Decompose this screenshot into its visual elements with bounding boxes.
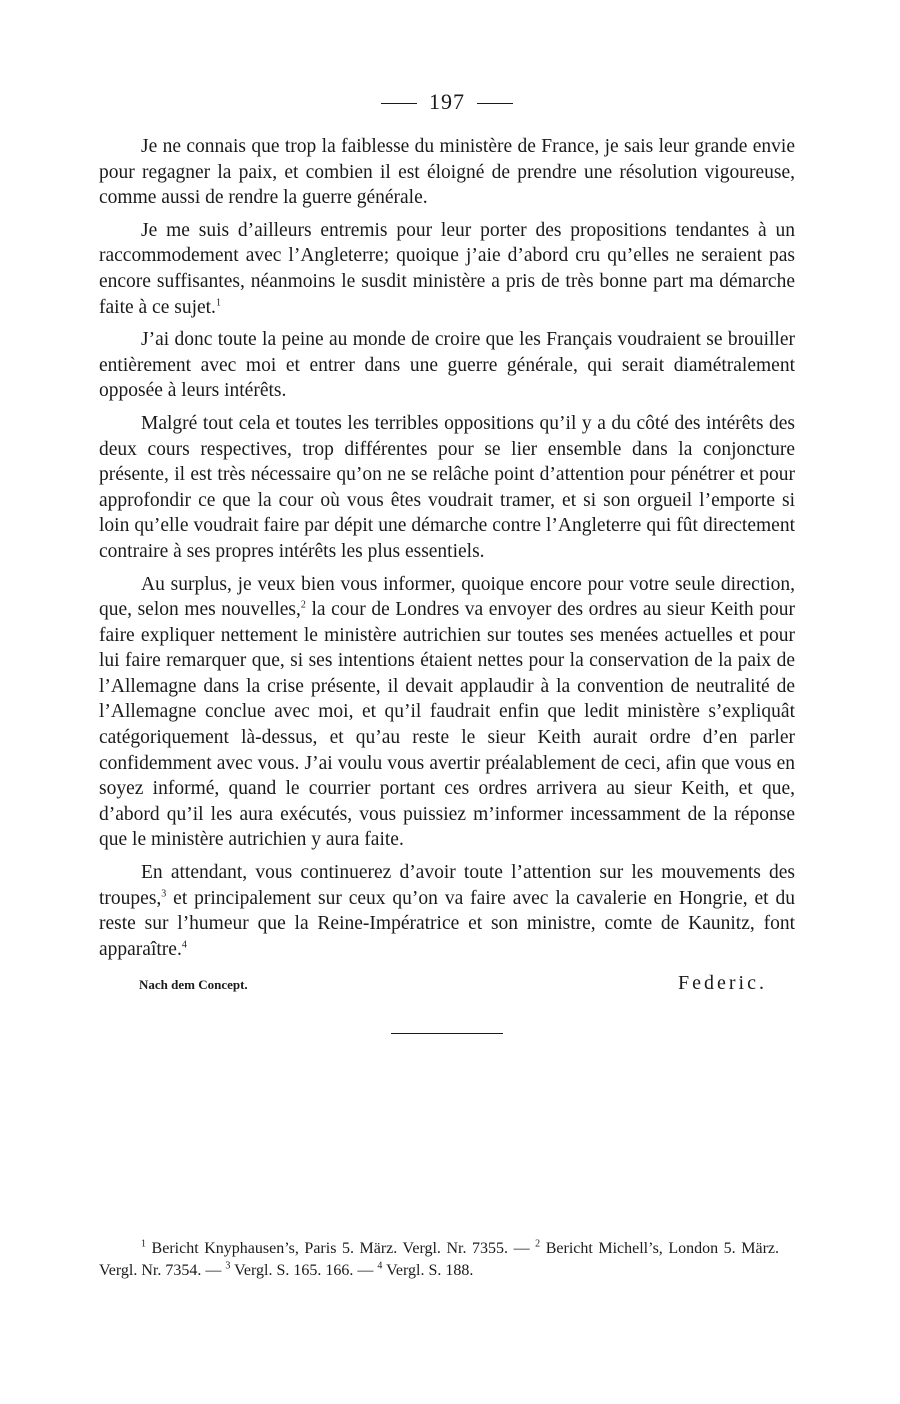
paragraph-2-text: Je me suis d’ailleurs entremis pour leur porter des propositions tendantes à un raccommodement avec l’Angleterre; quoique j’aie d’abord cru qu’elles ne seraient pas encore suffisantes, néanmoins le susdit ministère a pris de très bonne part ma démarche faite à ce sujet. <box>99 219 795 318</box>
header-dash-right <box>477 103 513 104</box>
footnote-3: Vergl. S. 165. 166. — <box>230 1262 378 1279</box>
paragraph-5-text-a: Au surplus, je veux bien vous informer, quoique encore pour votre seule direction, que, selon mes nouvelles, <box>99 573 795 621</box>
footnotes <box>99 1238 779 1282</box>
footnote-ref-4: 4 <box>181 939 187 951</box>
paragraph-6 <box>99 860 795 962</box>
footnote-2: Bericht Michell’s, London 5. März. Vergl. Nr. 7354. — <box>99 1240 780 1279</box>
paragraph-3: J’ai donc toute la peine au monde de croire que les Français voudraient se brouiller entièrement avec moi et entrer dans une guerre générale, qui serait diamétralement opposée à leurs intérêts. <box>99 329 795 402</box>
footnote-ref-2: 2 <box>300 599 306 611</box>
footnote-ref-1: 1 <box>215 297 221 309</box>
footnote-mark-4: 4 <box>377 1260 383 1272</box>
page <box>99 82 795 1034</box>
source-note: Nach dem Concept. <box>139 977 248 993</box>
page-number: 197 <box>429 89 465 114</box>
footnote-mark-1: 1 <box>141 1238 146 1250</box>
closing <box>99 972 795 995</box>
paragraph-5-text-b: la cour de Londres va envoyer des ordres au sieur Keith pour faire expliquer nettement le ministère autrichien sur toutes ses menées actuelles et pour lui faire remarquer que, si ses intentions étaient nettes pour la conservation de la paix de l’Allemagne dans la crise présente, il devait applaudir à la convention de neutralité de l’Allemagne conclue avec moi, et qu’il faudrait enfin que ledit ministère s’expliquât catégoriquement là-dessus, et qu’au reste le sieur Keith aurait ordre d’en parler confidemment avec vous. J’ai voulu vous avertir préalablement de ceci, afin que vous en soyez informé, quand le courrier portant ces ordres arrivera au sieur Keith, et que, d’abord qu’il les aura exécutés, vous puissiez m’informer incessamment de la réponse que le ministère autrichien y aura faite. <box>99 599 795 851</box>
paragraph-2 <box>99 218 795 320</box>
footnote-4: Vergl. S. 188. <box>382 1262 474 1279</box>
footnote-mark-2: 2 <box>535 1238 541 1250</box>
footnote-1: Bericht Knyphausen’s, Paris 5. März. Vergl. Nr. 7355. — <box>146 1240 536 1257</box>
footnote-mark-3: 3 <box>225 1260 231 1272</box>
paragraph-1: Je ne connais que trop la faiblesse du ministère de France, je sais leur grande envie pour regagner la paix, et combien il est éloigné de prendre une résolution vigoureuse, comme aussi de rendre la guerre générale. <box>99 136 795 209</box>
footnote-separator <box>391 1033 503 1034</box>
paragraph-4: Malgré tout cela et toutes les terribles oppositions qu’il y a du côté des intérêts des deux cours respectives, trop différentes pour se lier ensemble dans la conjoncture présente, il est très nécessaire qu’on ne se relâche point d’attention pour pénétrer et pour approfondir ce que la cour où vous êtes voudrait tramer, et si son orgueil l’emporte si loin qu’elle voudrait faire par dépit une démarche contre l’Angleterre qui fût directement contraire à ses propres intérêts les plus essentiels. <box>99 412 795 562</box>
footnote-ref-3: 3 <box>161 888 167 900</box>
paragraph-5 <box>99 572 795 854</box>
header-dash-left <box>381 103 417 104</box>
signature: Federic. <box>678 972 767 995</box>
paragraph-6-text-b: et principalement sur ceux qu’on va faire avec la cavalerie en Hongrie, et du reste sur l’humeur que la Reine-Impératrice et son ministre, comte de Kaunitz, font apparaître. <box>99 887 795 960</box>
running-head <box>99 82 795 122</box>
paragraph-6-text-a: En attendant, vous continuerez d’avoir toute l’attention sur les mouvements des troupes, <box>99 862 795 909</box>
